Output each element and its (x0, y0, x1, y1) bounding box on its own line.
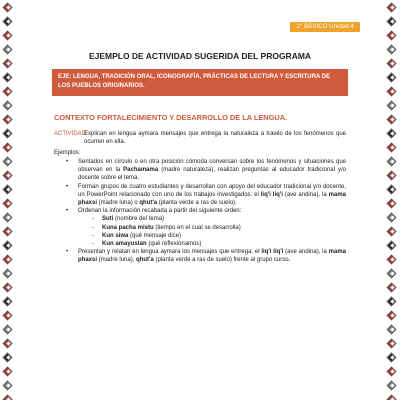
item-text: Sentados en círculo o en otra posición cómoda conversan sobre los fenómenos y situaciones que observan en la (78, 159, 346, 174)
andean-diamond-pattern-icon (3, 128, 14, 139)
andean-diamond-pattern-icon (3, 324, 14, 335)
andean-diamond-pattern-icon (3, 394, 14, 400)
andean-diamond-pattern-icon (387, 296, 398, 307)
andean-diamond-pattern-icon (3, 100, 14, 111)
item-text: (planta verde a ras de suelo). (157, 200, 237, 207)
bullet-icon: • (66, 183, 69, 190)
andean-diamond-pattern-icon (3, 2, 14, 13)
andean-diamond-pattern-icon (387, 226, 398, 237)
sublist-item (78, 240, 346, 248)
andean-diamond-pattern-icon (387, 114, 398, 125)
item-text: Forman grupos de cuatro estudiantes y desarrollan con apoyo del educador tradicional y/o docente, un PowerPoint relacionado con uno de los trabajos investigados: el (78, 183, 346, 198)
andean-diamond-pattern-icon (3, 72, 14, 83)
andean-diamond-pattern-icon (387, 268, 398, 279)
item-text: (madre luna), (97, 257, 137, 264)
item-text: (madre naturaleza), realizan preguntas al educador tradicional y/o docente sobre el tema. (78, 167, 347, 182)
andean-diamond-pattern-icon (387, 198, 398, 209)
sub-term: Kun siwa (102, 232, 129, 239)
andean-diamond-pattern-icon (387, 324, 398, 335)
item-text: Ordenan la información recabada a partir del siguiente orden: (78, 208, 242, 215)
order-sublist (78, 215, 346, 248)
andean-diamond-pattern-icon (3, 268, 14, 279)
item-text: (ave andina), la (283, 249, 329, 256)
dash-icon: - (92, 232, 94, 239)
andean-diamond-pattern-icon (3, 282, 14, 293)
sub-desc: (qué reflexionamos) (146, 241, 202, 248)
andean-diamond-pattern-icon (387, 16, 398, 27)
list-item (54, 248, 346, 264)
list-item (54, 158, 346, 183)
andean-diamond-pattern-icon (387, 142, 398, 153)
andean-diamond-pattern-icon (387, 30, 398, 41)
andean-diamond-pattern-icon (387, 254, 398, 265)
andean-diamond-pattern-icon (387, 170, 398, 181)
sub-desc: (qué mensaje dice) (128, 232, 182, 239)
activity-text: Explican en lengua aymara mensajes que entrega la naturaleza a través de los fenómenos que ocurren en ella. (84, 131, 346, 146)
andean-diamond-pattern-icon (387, 2, 398, 13)
andean-diamond-pattern-icon (3, 16, 14, 27)
item-term: mama phaxsi (78, 249, 346, 264)
sub-term: Kuna pacha mistu (102, 224, 154, 231)
andean-diamond-pattern-icon (387, 366, 398, 377)
andean-diamond-pattern-icon (3, 212, 14, 223)
sublist-item (78, 232, 346, 240)
eje-banner: EJE: LENGUA, TRADICIÓN ORAL, ICONOGRAFÍA, PRÁCTICAS DE LECTURA Y ESCRITURA DE LOS PUEBLOS ORIGINARIOS. (52, 69, 348, 96)
andean-diamond-pattern-icon (3, 352, 14, 363)
item-term: Pachamama (123, 167, 159, 174)
andean-diamond-pattern-icon (387, 156, 398, 167)
bullet-icon: • (66, 249, 69, 256)
bullet-icon: • (66, 208, 69, 215)
andean-diamond-pattern-icon (387, 310, 398, 321)
andean-diamond-pattern-icon (3, 142, 14, 153)
sublist-item (78, 215, 346, 223)
andean-diamond-pattern-icon (3, 30, 14, 41)
item-term: qhut'a (139, 200, 158, 207)
andean-diamond-pattern-icon (387, 212, 398, 223)
sublist-item (78, 224, 346, 232)
item-text: (planta verde a ras de suelo) frente al grupo curso. (153, 257, 291, 264)
andean-diamond-pattern-icon (387, 72, 398, 83)
item-term: liq'i liq'i (260, 191, 283, 198)
activity-label: ACTIVIDAD: (54, 131, 88, 137)
sub-desc: (tiempo en el cual se desarrolla) (153, 224, 241, 231)
sub-term: Suti (102, 216, 114, 223)
list-item (54, 207, 346, 248)
examples-label: Ejemplos: (54, 150, 81, 156)
item-term: mama phaxsi (78, 191, 346, 207)
andean-diamond-pattern-icon (387, 352, 398, 363)
examples-list (54, 158, 346, 265)
item-text: (madre luna) o (97, 200, 140, 207)
andean-diamond-pattern-icon (3, 296, 14, 307)
item-term: qhut'a (136, 257, 154, 264)
sub-term: Kun amayustan (102, 241, 147, 248)
andean-diamond-pattern-icon (387, 184, 398, 195)
andean-diamond-pattern-icon (3, 86, 14, 97)
andean-diamond-pattern-icon (387, 380, 398, 391)
andean-diamond-pattern-icon (3, 156, 14, 167)
item-text: Presentan y relatan en lengua aymara los mensajes que entrega: el (78, 249, 262, 256)
item-text: (ave andina), la (282, 191, 329, 198)
andean-diamond-pattern-icon (3, 310, 14, 321)
dash-icon: - (92, 216, 94, 223)
andean-diamond-pattern-icon (387, 394, 398, 400)
andean-diamond-pattern-icon (3, 184, 14, 195)
andean-diamond-pattern-icon (387, 86, 398, 97)
page-title: EJEMPLO DE ACTIVIDAD SUGERIDA DEL PROGRAMA (88, 51, 312, 61)
bullet-icon: • (66, 159, 69, 165)
andean-diamond-pattern-icon (3, 338, 14, 349)
andean-diamond-pattern-icon (3, 240, 14, 251)
list-item (54, 183, 346, 208)
andean-diamond-pattern-icon (3, 114, 14, 125)
andean-diamond-pattern-icon (387, 128, 398, 139)
andean-diamond-pattern-icon (387, 282, 398, 293)
andean-diamond-pattern-icon (387, 240, 398, 251)
andean-diamond-pattern-icon (387, 338, 398, 349)
dash-icon: - (92, 241, 94, 248)
andean-diamond-pattern-icon (3, 380, 14, 391)
item-term: liq'i liq'i (261, 249, 284, 256)
sub-desc: (nombre del tema) (113, 216, 165, 223)
andean-diamond-pattern-icon (3, 198, 14, 209)
unit-badge: 2° BÁSICO Unidad 4 (290, 22, 360, 32)
andean-diamond-pattern-icon (3, 226, 14, 237)
andean-diamond-pattern-icon (3, 366, 14, 377)
andean-diamond-pattern-icon (3, 254, 14, 265)
dash-icon: - (92, 224, 94, 231)
section-heading: CONTEXTO FORTALECIMIENTO Y DESARROLLO DE LA LENGUA. (54, 113, 288, 122)
andean-diamond-pattern-icon (3, 170, 14, 181)
andean-diamond-pattern-icon (387, 100, 398, 111)
activity-block (54, 130, 346, 146)
